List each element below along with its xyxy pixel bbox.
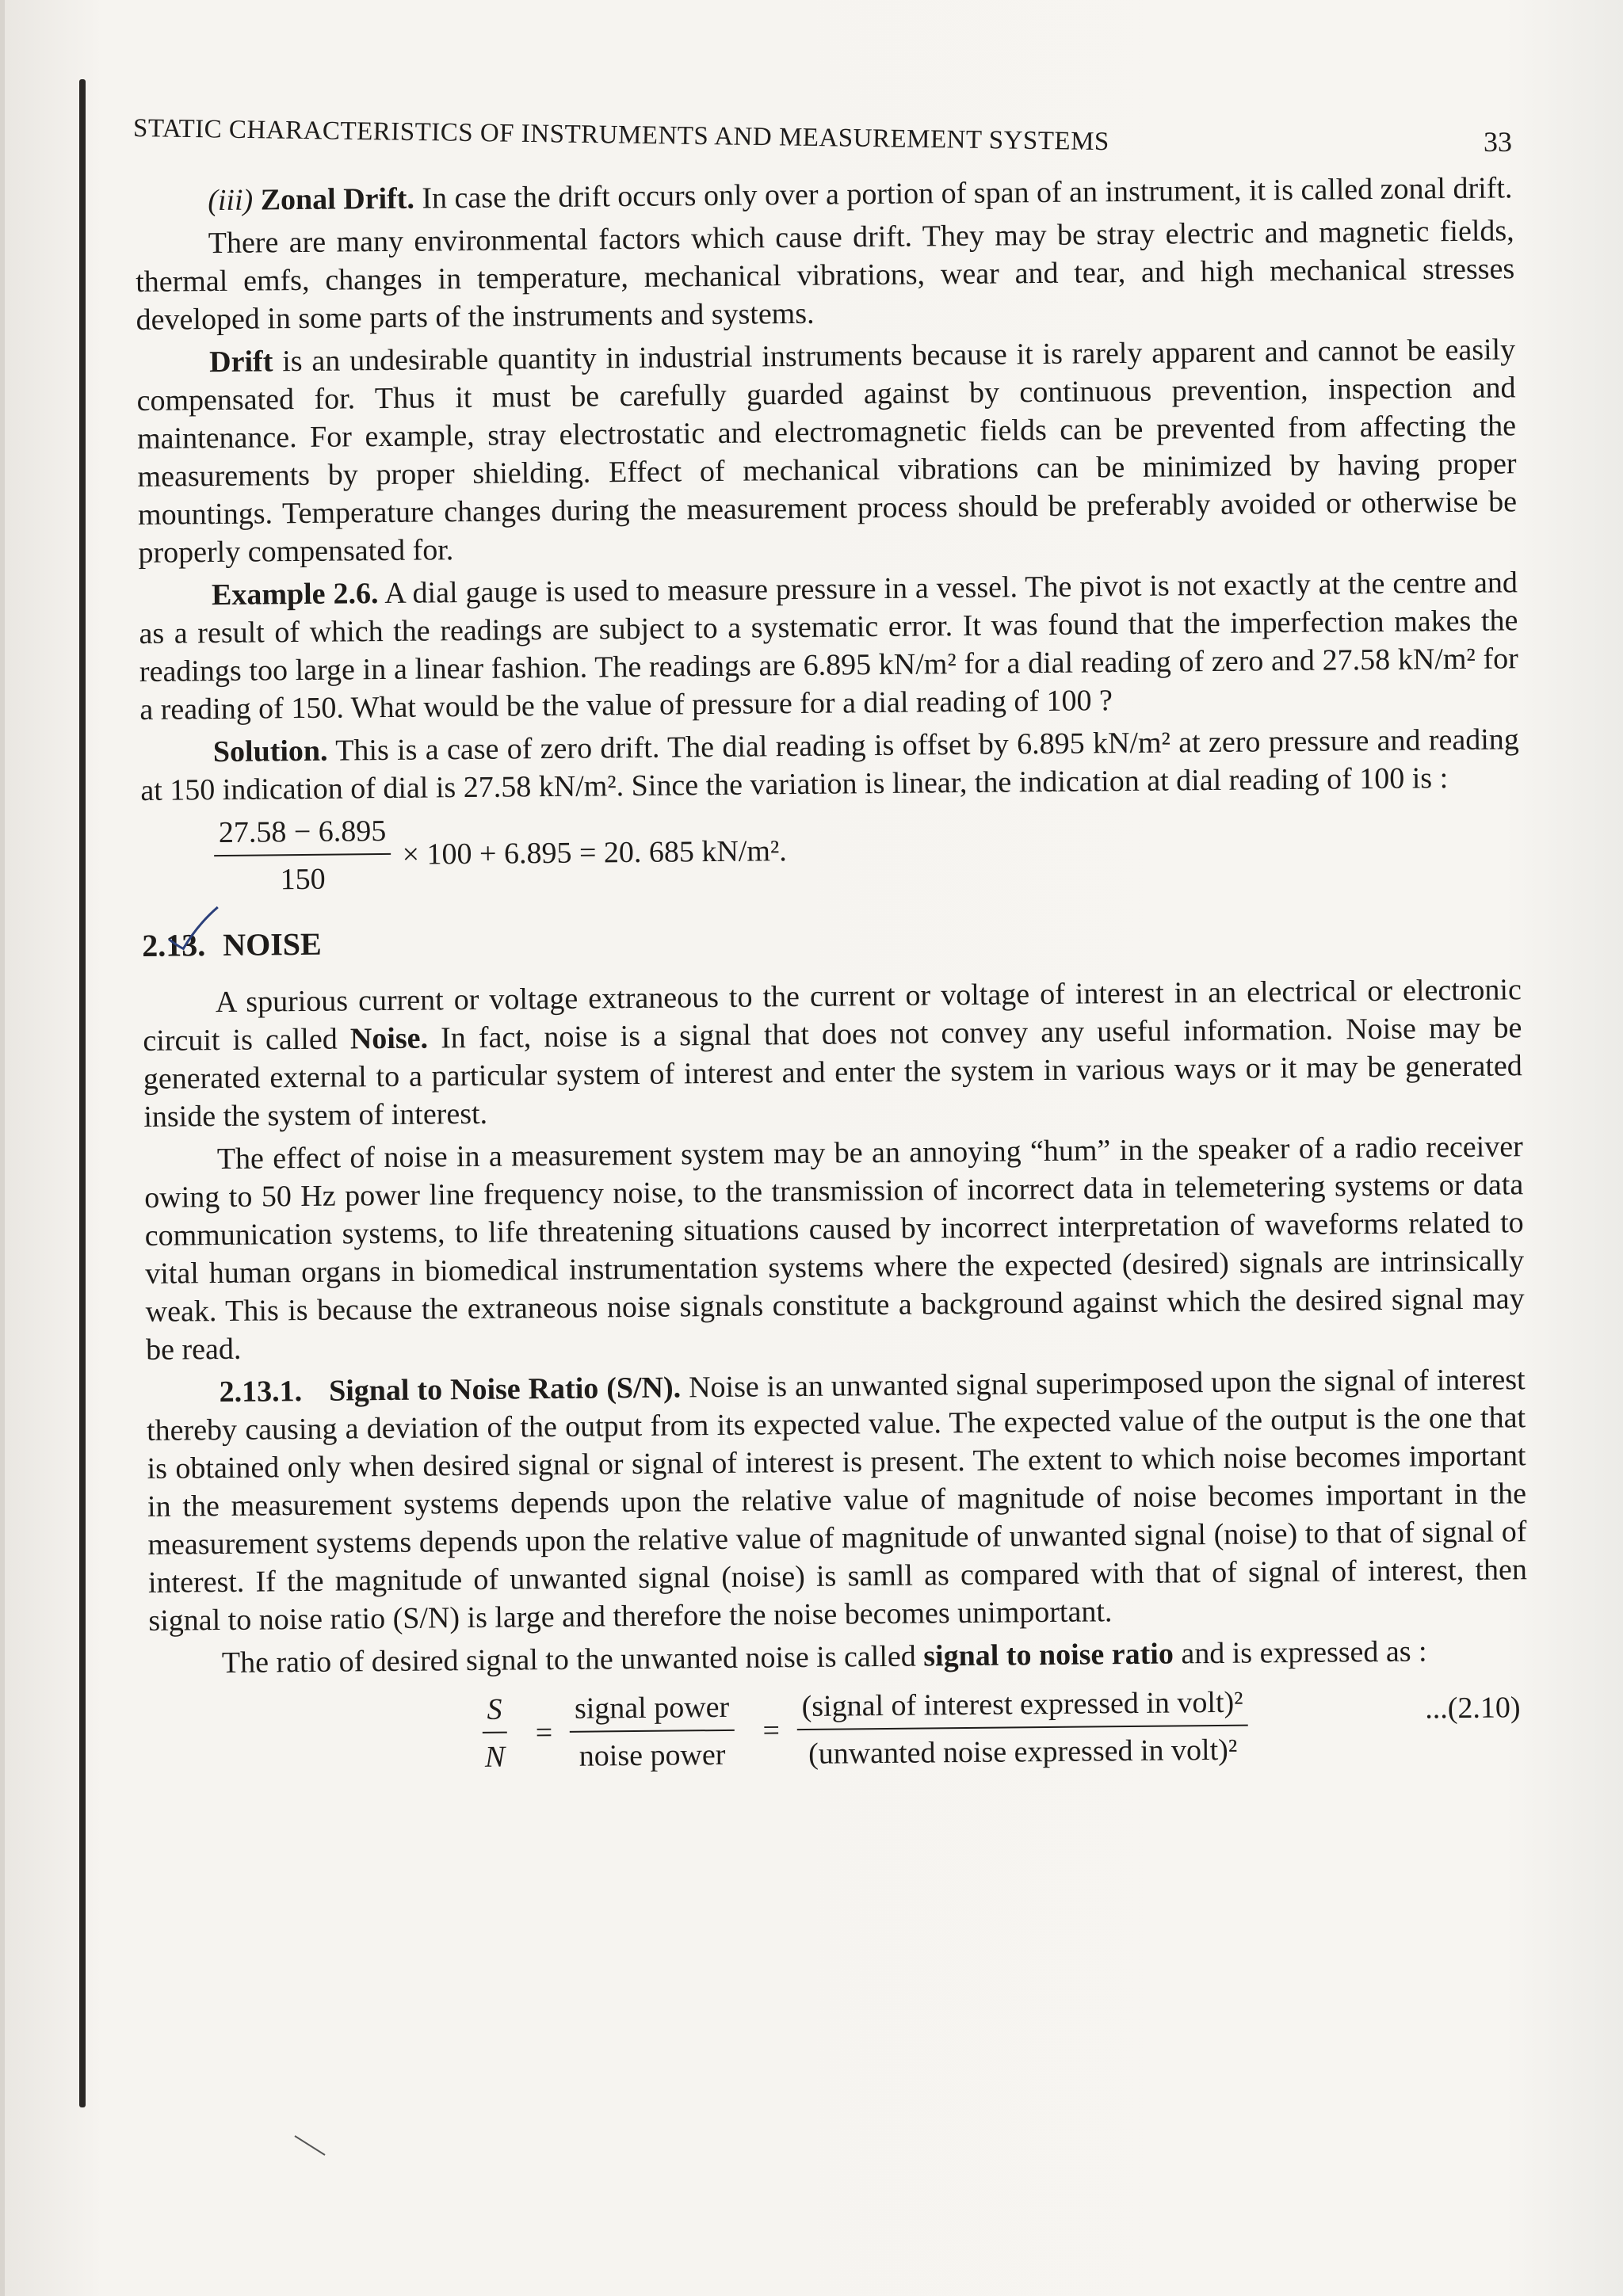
section-heading-noise [142, 913, 1521, 965]
zonal-drift-number: (iii) [208, 183, 254, 218]
page-left-edge [0, 0, 5, 2296]
example-paragraph [139, 563, 1519, 729]
page-body [135, 169, 1529, 1779]
zonal-drift-title: Zonal Drift. [260, 181, 415, 217]
drift-paragraph [136, 330, 1518, 572]
ratio-after: and is expressed as : [1181, 1634, 1427, 1671]
subsection-title: Signal to Noise Ratio (S/N). [328, 1371, 682, 1408]
equation-number: ...(2.10) [1425, 1691, 1521, 1726]
calc-denominator: 150 [280, 862, 326, 897]
equation-2-10 [149, 1680, 1529, 1779]
ratio-before: The ratio of desired signal to the unwanted noise is called [221, 1639, 916, 1680]
calc-fraction [214, 812, 391, 899]
eq-rhs-fraction [796, 1684, 1248, 1773]
page-number: 33 [1484, 126, 1512, 158]
page-header [133, 101, 1528, 157]
solution-text: This is a case of zero drift. The dial reading is offset by 6.895 kN/m² at zero pressure and reading at 150 indication of dial is 27.58 kN/m². Since the variation is linear, the indication at dial reading of 100 is : [140, 723, 1520, 807]
eq-lhs-fraction [482, 1691, 507, 1776]
noise-def-after: In fact, noise is a signal that does not convey any useful information. Noise may be generated external to a particular system of interest and enter the system in various ways or it may be generated inside the system of interest. [143, 1011, 1522, 1134]
subsection-text: Noise is an unwanted signal superimposed upon the signal of interest thereby causing a deviation of the output from its expected value. The expected value of the output is the one that is obtained only when desired signal or signal of interest is present. The extent to which noise becomes important in the measurement systems depends upon the relative value of magnitude of noise becomes important in the measurement systems depends upon the relative value of magnitude of unwanted signal (noise) to that of signal of interest. If the magnitude of unwanted signal (noise) is samll as compared with that of signal of interest, then signal to noise ratio (S/N) is large and therefore the noise becomes unimportant. [146, 1363, 1528, 1638]
drift-text: is an undesirable quantity in industrial instruments because it is rarely apparent and cannot be easily compensated for. Thus it must be carefully guarded against by continuous prevention, inspection and maintenance. For example, stray electrostatic and electromagnetic fields can be prevented from affecting the measurements by proper shielding. Effect of mechanical vibrations can be minimized by having proper mountings. Temperature changes during the measurement process should be preferably avoided or otherwise be properly compensated for. [136, 333, 1518, 570]
eq-mid-denominator: noise power [579, 1737, 726, 1773]
calc-numerator: 27.58 − 6.895 [214, 812, 391, 856]
pen-stroke-mark [293, 2131, 341, 2163]
equation-body [482, 1683, 1259, 1775]
ratio-paragraph [149, 1631, 1528, 1683]
section-number-text: 2.13. [142, 927, 206, 963]
solution-paragraph [140, 720, 1520, 810]
snr-subsection-paragraph [146, 1360, 1527, 1640]
handwritten-tick-mark [166, 904, 222, 952]
eq-equals-2: = [762, 1714, 781, 1748]
eq-equals-1: = [535, 1716, 553, 1750]
eq-lhs-denominator: N [484, 1740, 506, 1774]
running-head: STATIC CHARACTERISTICS OF INSTRUMENTS AND MEASUREMENT SYSTEMS [132, 114, 1110, 157]
example-label: Example 2.6. [211, 577, 379, 612]
eq-mid-fraction [570, 1688, 735, 1775]
noise-definition-paragraph [143, 971, 1523, 1136]
environment-paragraph: There are many environmental factors which cause drift. They may be stray electric and magnetic fields, thermal emfs, changes in temperature, mechanical vibrations, wear and tear, and high mechanical stresses developed in some parts of the instruments and systems. [136, 214, 1515, 337]
eq-rhs-numerator: (signal of interest expressed in volt)² [796, 1684, 1247, 1730]
noise-def-before: A spurious current or voltage extraneous to the current or voltage of interest in an electrical or electronic circuit is called [143, 973, 1522, 1058]
example-text: A dial gauge is used to measure pressure in a vessel. The pivot is not exactly at the centre and as a result of which the readings are subject to a systematic error. It was found that the imperfection makes the readings too large in a linear fashion. The readings are 6.895 kN/m² for a dial reading of zero and 27.58 kN/m² for a reading of 150. What would be the value of pressure for a dial reading of 100 ? [139, 566, 1519, 727]
zonal-drift-text: In case the drift occurs only over a portion of span of an instrument, it is called zonal drift. [422, 171, 1513, 215]
eq-lhs-numerator: S [482, 1691, 507, 1733]
section-number [142, 926, 205, 965]
ratio-term: signal to noise ratio [923, 1637, 1174, 1673]
section-title: NOISE [223, 925, 322, 963]
noise-def-term: Noise. [349, 1021, 429, 1056]
zonal-drift-paragraph [135, 169, 1514, 220]
book-spine-shadow [79, 79, 86, 2107]
solution-label: Solution. [212, 734, 328, 769]
drift-term: Drift [208, 345, 273, 379]
subsection-number: 2.13.1. [219, 1375, 303, 1409]
calc-result: × 100 + 6.895 = 20. 685 kN/m². [402, 834, 788, 871]
eq-mid-numerator: signal power [570, 1688, 735, 1733]
eq-rhs-denominator: (unwanted noise expressed in volt)² [808, 1733, 1238, 1771]
solution-calculation [214, 801, 1521, 899]
noise-effect-paragraph: The effect of noise in a measurement system may be an annoying “hum” in the speaker of a radio receiver owing to 50 Hz power line frequency noise, to the transmission of incorrect data in telemetering systems or data communication systems, to life threatening situations caused by incorrect interpretation of waveforms related to vital human organs in biomedical instrumentation systems where the expected (desired) signals are intrinsically weak. This is because the extraneous noise signals constitute a background against which the desired signal may be read. [144, 1130, 1525, 1367]
